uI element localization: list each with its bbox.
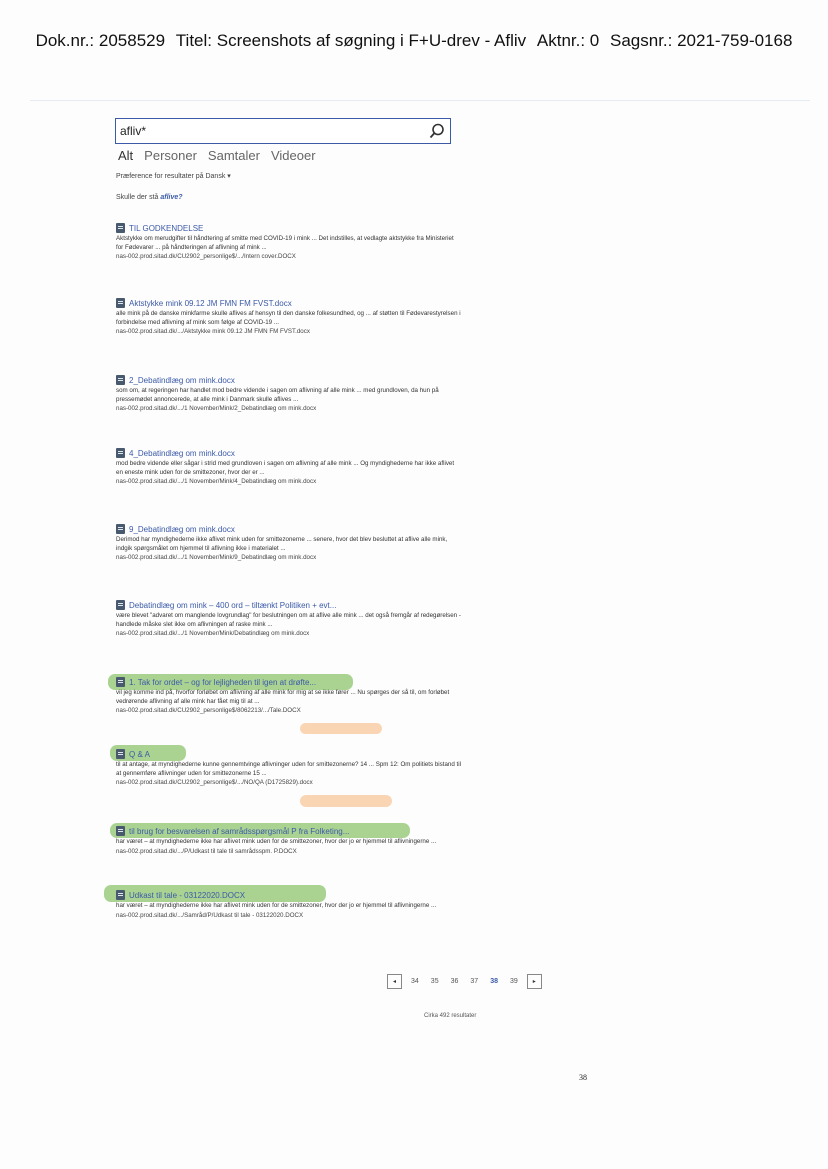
document-icon	[116, 524, 125, 534]
result-title-link[interactable]	[116, 297, 461, 309]
search-tabs	[118, 148, 316, 163]
result-snippet: mod bedre vidende eller sågar i strid med grundloven i sagen om aflivning af alle mink ... Og myndighederne har ikke aflivet en eneste mink uden for de smittezoner, hvor der er ...	[116, 460, 455, 476]
result-title-link[interactable]	[116, 447, 461, 459]
page-link[interactable]: 37	[470, 978, 479, 985]
result-snippet: vil jeg komme ind på, hvorfor forløbet om aflivning af alle mink for mig at se ikke fører ... Nu spørges der så til, om forløbet vedrørende aflivning af alle mink har fået mig til at ...	[116, 689, 450, 705]
doc-number: Dok.nr.: 2058529	[35, 31, 166, 50]
result-title[interactable]: Aktstykke mink 09.12 JM FMN FM FVST.docx	[129, 298, 292, 308]
result-item	[116, 222, 461, 261]
search-input[interactable]	[120, 121, 420, 141]
spelling-suggestion	[116, 194, 183, 201]
result-count: Cirka 492 resultater	[424, 1013, 477, 1019]
pagination	[387, 974, 542, 989]
result-snippet: være blevet "advaret om manglende lovgrundlag" for beslutningen om at aflive alle mink ... det også fremgår af redegørelsen - handlede måske slet ikke om aflivningen af raske mink ...	[116, 612, 461, 628]
result-title[interactable]: Udkast til tale - 03122020.DOCX	[129, 890, 246, 900]
result-title[interactable]: 4_Debatindlæg om mink.docx	[129, 448, 235, 458]
document-icon	[116, 890, 125, 900]
document-icon	[116, 826, 125, 836]
document-icon	[116, 749, 125, 759]
result-snippet: til at antage, at myndighederne kunne gennemtvinge aflivninger uden for smittezonerne? 14 ... Spm 12: Om politiets bistand til at gennemføre aflivninger uden for smittezonerne 15 ...	[116, 761, 461, 777]
result-snippet: Aktstykke om merudgifter til håndtering af smitte med COVID-19 i mink ... Det indstilles, at vedlagte aktstykke fra Ministeriet for Fødevarer ... på håndteringen af aflivning af mink ...	[116, 235, 454, 251]
result-url[interactable]: nas-002.prod.sitad.dk/CU2902_personlige$/.../NO/QA (D1725829).docx	[116, 779, 313, 787]
result-snippet: som om, at regeringen har handlet mod bedre vidende i sagen om aflivning af alle mink ... med grundloven, da hun på pressemødet annoncerede, at alle mink i Danmark skulle aflives ...	[116, 387, 439, 403]
case-number: Sagsnr.: 2021-759-0168	[610, 31, 793, 50]
result-item	[116, 374, 461, 413]
result-url[interactable]: nas-002.prod.sitad.dk/.../1 November/Mink/2_Debatindlæg om mink.docx	[116, 405, 317, 413]
result-url[interactable]: nas-002.prod.sitad.dk/CU2902_personlige$/8062213/.../Tale.DOCX	[116, 707, 301, 715]
tab-personer[interactable]: Personer	[144, 148, 197, 163]
language-preference[interactable]: Præference for resultater på Dansk ▾	[116, 173, 231, 180]
prev-page-button[interactable]: ◂	[387, 974, 402, 989]
result-title[interactable]: Q & A	[129, 749, 150, 759]
result-item	[116, 825, 461, 856]
result-item	[116, 748, 461, 787]
doc-title: Titel: Screenshots af søgning i F+U-drev - Afliv	[175, 31, 527, 50]
result-title[interactable]: 9_Debatindlæg om mink.docx	[129, 524, 235, 534]
divider	[30, 100, 810, 101]
document-icon	[116, 375, 125, 385]
result-title[interactable]: 2_Debatindlæg om mink.docx	[129, 375, 235, 385]
result-url[interactable]: nas-002.prod.sitad.dk/.../Samråd/P/Udkast til tale - 03122020.DOCX	[116, 911, 304, 919]
page-link[interactable]: 38	[490, 978, 498, 985]
result-title-link[interactable]	[116, 676, 461, 688]
page-link[interactable]: 34	[411, 978, 419, 985]
result-item	[116, 889, 461, 920]
result-item	[116, 523, 461, 562]
result-url[interactable]: nas-002.prod.sitad.dk/.../1 November/Mink/9_Debatindlæg om mink.docx	[116, 554, 317, 562]
document-header	[0, 31, 828, 51]
document-icon	[116, 223, 125, 233]
result-title[interactable]: Debatindlæg om mink – 400 ord – tiltænkt Politiken + evt...	[129, 600, 337, 610]
search-box[interactable]	[115, 118, 451, 144]
document-icon	[116, 600, 125, 610]
result-item	[116, 447, 461, 486]
page-number: 38	[579, 1073, 587, 1082]
result-title[interactable]: 1. Tak for ordet – og for lejligheden til igen at drøfte...	[129, 677, 317, 687]
result-snippet: Derimod har myndighederne ikke aflivet mink uden for smittezonerne ... senere, hvor det blev besluttet at aflive alle mink, indgik spørgsmålet om hjemmel til aflivning ikke i materialet ...	[116, 536, 448, 552]
document-icon	[116, 448, 125, 458]
result-title[interactable]: TIL GODKENDELSE	[129, 223, 204, 233]
result-title-link[interactable]	[116, 825, 461, 837]
tab-videoer[interactable]: Videoer	[270, 148, 316, 163]
result-snippet: har været – at myndighederne ikke har aflivet mink uden for de smittezoner, hvor der jo er hjemmel til aflivningerne ...	[116, 902, 437, 909]
result-title-link[interactable]	[116, 222, 461, 234]
result-title-link[interactable]	[116, 599, 461, 611]
result-url[interactable]: nas-002.prod.sitad.dk/.../P/Udkast til tale til samrådsspm. P.DOCX	[116, 847, 297, 855]
page-link[interactable]: 35	[430, 978, 439, 985]
document-icon	[116, 677, 125, 687]
result-item	[116, 599, 461, 638]
result-item	[116, 676, 461, 715]
page-link[interactable]: 39	[509, 978, 518, 985]
tab-alt[interactable]: Alt	[118, 148, 134, 163]
result-url[interactable]: nas-002.prod.sitad.dk/.../Aktstykke mink 09.12 JM FMN FM FVST.docx	[116, 328, 310, 336]
highlight-mark	[300, 795, 392, 807]
result-item	[116, 297, 461, 336]
highlight-mark	[300, 723, 382, 734]
result-title-link[interactable]	[116, 748, 461, 760]
document-icon	[116, 298, 125, 308]
result-snippet: alle mink på de danske minkfarme skulle aflives af hensyn til den danske folkesundhed, og ... af støtten til Fødevarestyrelsen i forbindelse med aflivning af mink som følge af COVID-19 ...	[116, 310, 461, 326]
result-title-link[interactable]	[116, 889, 461, 901]
search-icon[interactable]	[428, 122, 446, 140]
suggestion-prefix: Skulle der stå	[116, 194, 161, 201]
page-links	[411, 978, 518, 985]
result-url[interactable]: nas-002.prod.sitad.dk/CU2902_personlige$/.../Intern cover.DOCX	[116, 253, 296, 261]
suggestion-link[interactable]: aflive?	[160, 194, 183, 201]
result-title[interactable]: til brug for besvarelsen af samrådsspørgsmål P fra Folketing...	[129, 826, 350, 836]
result-title-link[interactable]	[116, 374, 461, 386]
result-url[interactable]: nas-002.prod.sitad.dk/.../1 November/Mink/4_Debatindlæg om mink.docx	[116, 478, 317, 486]
next-page-button[interactable]: ▸	[527, 974, 542, 989]
result-url[interactable]: nas-002.prod.sitad.dk/.../1 November/Mink/Debatindlæg om mink.docx	[116, 630, 310, 638]
result-snippet: har været – at myndighederne ikke har aflivet mink uden for de smittezoner, hvor der jo er hjemmel til aflivningerne ...	[116, 838, 437, 845]
result-title-link[interactable]	[116, 523, 461, 535]
tab-samtaler[interactable]: Samtaler	[207, 148, 260, 163]
page-link[interactable]: 36	[450, 978, 459, 985]
act-number: Aktnr.: 0	[536, 31, 600, 50]
